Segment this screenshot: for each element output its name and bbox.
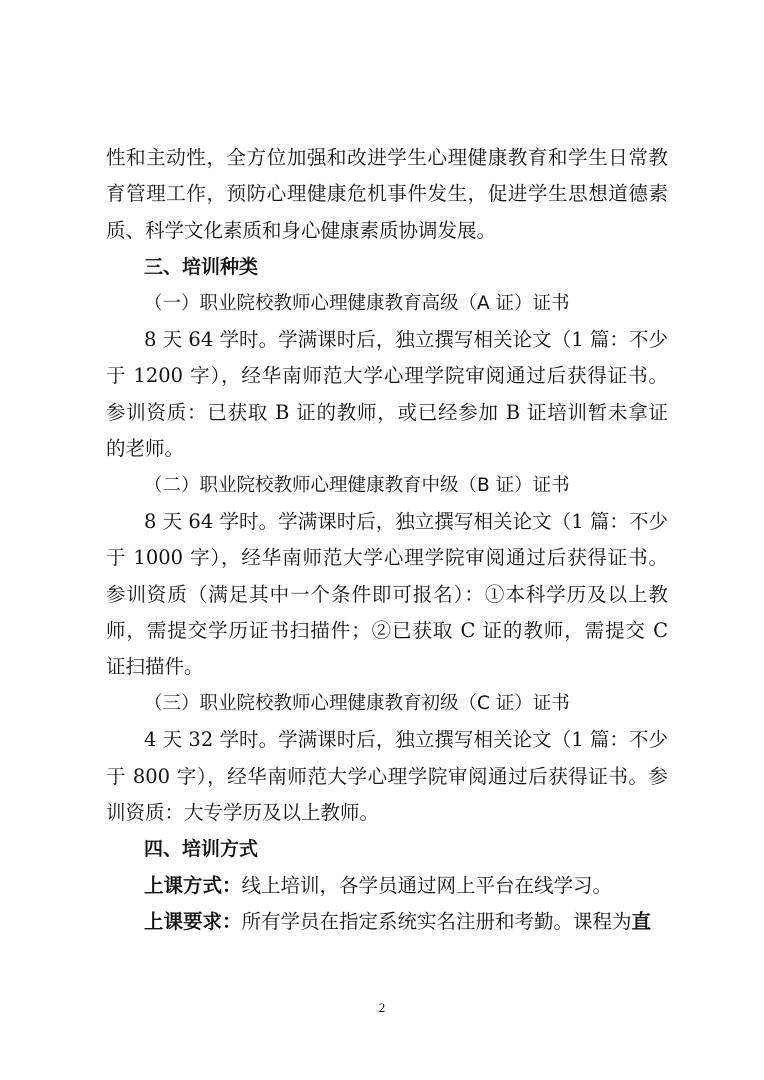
mode-line [106,868,668,904]
paragraph-line: 8 天 64 学时。学满课时后，独立撰写相关论文（1 篇：不少 [144,509,668,533]
paragraph-line: 8 天 64 学时。学满课时后，独立撰写相关论文（1 篇：不少 [144,327,668,351]
document-body [106,140,668,941]
paragraph-line: 于 800 字），经华南师范大学心理学院审阅通过后获得证书。参 [106,764,668,788]
subsection-title: （三）职业院校教师心理健康教育初级（C 证）证书 [144,692,570,714]
section-heading: 三、培训种类 [144,256,259,279]
subsection-title: （二）职业院校教师心理健康教育中级（B 证）证书 [144,474,570,496]
paragraph-line: 于 1200 字），经华南师范大学心理学院审阅通过后获得证书。 [106,364,668,388]
requirement-text: 所有学员在指定系统实名注册和考勤。课程为 [241,910,632,934]
requirement-label: 上课要求： [144,910,242,934]
paragraph-line: 师，需提交学历证书扫描件；②已获取 C 证的教师，需提交 C [106,619,668,643]
paragraph-line: 证扫描件。 [106,655,204,679]
paragraph-line: 训资质：大专学历及以上教师。 [106,801,380,825]
subsection-title: （一）职业院校教师心理健康教育高级（A 证）证书 [144,292,570,314]
paragraph-line: 参训资质：已获取 B 证的教师，或已经参加 B 证培训暂未拿证 [106,400,668,424]
requirement-tail: 直 [631,910,652,934]
section-heading: 四、培训方式 [144,838,259,861]
paragraph-line: 于 1000 字），经华南师范大学心理学院审阅通过后获得证书。 [106,546,668,570]
paragraph-line: 参训资质（满足其中一个条件即可报名）：①本科学历及以上教 [106,582,668,606]
mode-text: 线上培训，各学员通过网上平台在线学习。 [241,873,613,897]
paragraph-line: 性和主动性，全方位加强和改进学生心理健康教育和学生日常教 [106,146,668,169]
page-number: 2 [378,1000,386,1015]
mode-label: 上课方式： [144,873,242,897]
paragraph-line: 的老师。 [106,437,185,461]
paragraph-line: 4 天 32 学时。学满课时后，独立撰写相关论文（1 篇：不少 [144,728,668,752]
requirement-line [106,904,668,940]
paragraph-line: 育管理工作，预防心理健康危机事件发生，促进学生思想道德素 [106,182,668,206]
paragraph-line: 质、科学文化素质和身心健康素质协调发展。 [106,218,497,242]
